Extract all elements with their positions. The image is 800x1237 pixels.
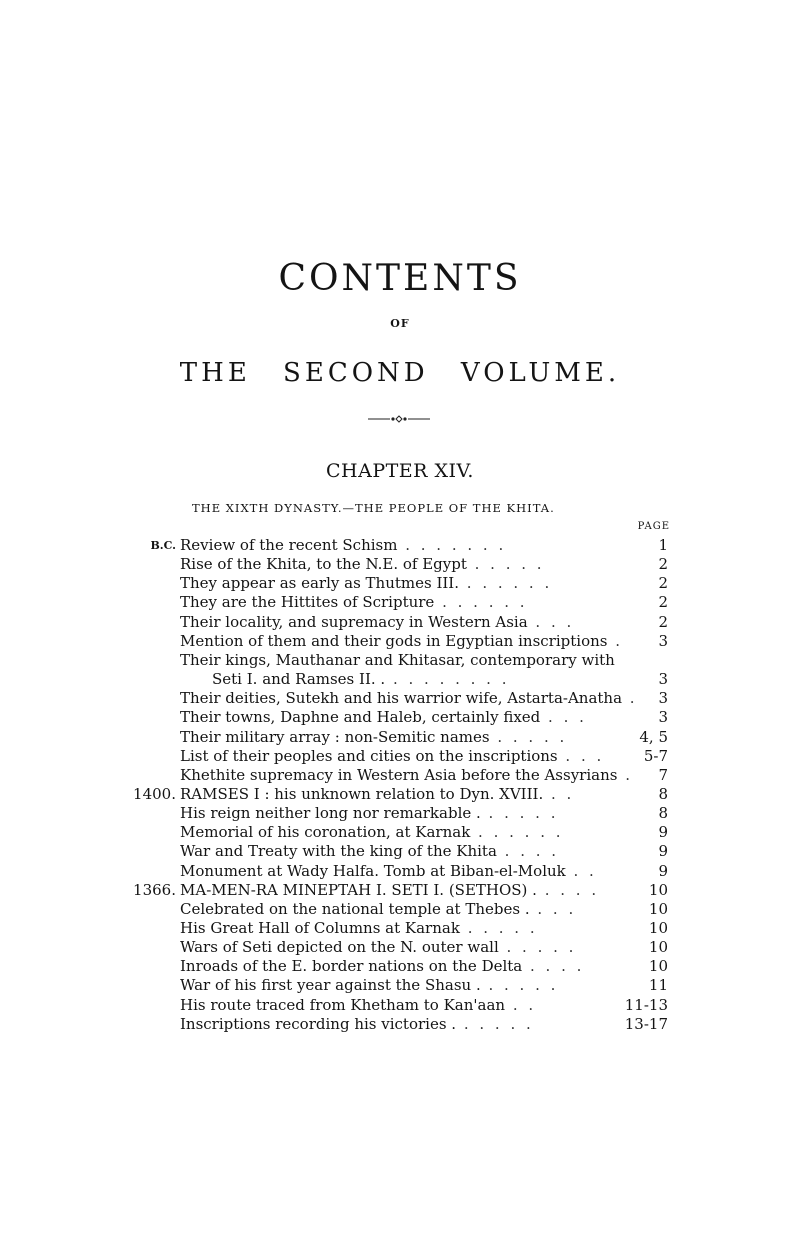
dot-leader: . . [505, 995, 537, 1014]
entry-text-wrap [180, 842, 628, 861]
entry-text-wrap [180, 804, 628, 823]
entry-text: Their deities, Sutekh and his warrior wife, Astarta-Anatha [180, 689, 623, 708]
entry-page: 2 [658, 555, 668, 574]
entry-page: 10 [648, 938, 668, 957]
entry-text: His route traced from Khetham to Kan'aan [180, 995, 506, 1014]
entry-text-wrap [180, 689, 638, 708]
entry-text: War of his first year against the Shasu . [180, 976, 481, 995]
entry-text: Their military array : non-Semitic names [180, 727, 490, 746]
entry-text-wrap [180, 938, 628, 957]
toc-entry [0, 632, 800, 651]
entry-text-wrap [180, 881, 628, 900]
entry-text: They appear as early as Thutmes III. [180, 574, 460, 593]
dot-leader: . . . . . [480, 976, 559, 995]
toc-entry [0, 689, 800, 708]
toc-entry [0, 651, 800, 670]
entry-text-wrap [180, 613, 628, 632]
entry-page: 5-7 [643, 746, 668, 765]
entry-text: Seti I. and Ramses II. . [212, 670, 386, 689]
toc-entry [0, 785, 800, 804]
toc-entry [0, 1015, 800, 1034]
toc-entry [0, 842, 800, 861]
chapter-heading: CHAPTER XIV. [326, 460, 474, 482]
entry-page: 9 [658, 842, 668, 861]
dot-leader: . . . . . . [470, 823, 564, 842]
entry-page: 2 [658, 593, 668, 612]
entry-page: 10 [648, 899, 668, 918]
entry-text: RAMSES I : his unknown relation to Dyn. XVIII. [180, 784, 544, 803]
toc-entry [0, 670, 800, 689]
entry-page: 8 [658, 784, 668, 803]
entry-text-wrap [180, 823, 628, 842]
dot-leader: . . [565, 861, 597, 880]
dot-leader: . [622, 689, 638, 708]
entry-text: His reign neither long nor remarkable . [180, 804, 481, 823]
dot-leader: . [617, 765, 633, 784]
dot-leader: . . . . . [456, 1014, 534, 1033]
contents-title: CONTENTS [278, 258, 522, 299]
entry-text: List of their peoples and cities on the inscriptions [180, 746, 558, 765]
toc-entry [0, 957, 800, 976]
volume-subtitle: THE SECOND VOLUME. [179, 358, 621, 388]
entry-text: MA-MEN-RA MINEPTAH I. SETI I. (SETHOS) . [180, 880, 537, 899]
entry-text-wrap [180, 765, 633, 785]
dot-leader: . . . . . . [459, 574, 553, 593]
entry-page: 2 [658, 574, 668, 593]
dot-leader: . . . [527, 612, 575, 631]
dot-leader: . . [543, 784, 575, 803]
entry-text: Their kings, Mauthanar and Khitasar, contemporary with [180, 650, 615, 669]
entry-page: 7 [658, 765, 668, 784]
dot-leader: . . . [557, 746, 605, 765]
entry-page: 9 [658, 823, 668, 842]
entry-text: Their locality, and supremacy in Western Asia [180, 612, 528, 631]
toc-entry [0, 900, 800, 919]
dot-leader: . . . . . [480, 804, 559, 823]
entry-date: 1400. [133, 784, 176, 803]
entry-page: 9 [658, 861, 668, 880]
entry-text-wrap [180, 728, 628, 747]
entry-text: Inscriptions recording his victories . [180, 1014, 457, 1033]
dot-leader: . . . . [522, 957, 585, 976]
page-column-label: PAGE [637, 521, 670, 532]
toc-entry [0, 862, 800, 881]
entry-text-wrap [180, 900, 628, 919]
entry-text-wrap [180, 785, 628, 804]
entry-page: 13-17 [624, 1014, 668, 1033]
entry-text-wrap [180, 976, 628, 995]
toc-entry [0, 574, 800, 593]
entry-page: 3 [658, 708, 668, 727]
toc-entry [0, 593, 800, 612]
dot-leader: . . . . . [498, 938, 577, 957]
entry-text-wrap [180, 632, 628, 651]
toc-entry [0, 976, 800, 995]
entry-text: Their towns, Daphne and Haleb, certainly fixed [180, 708, 541, 727]
dot-leader: . [607, 631, 624, 650]
entry-text-wrap [180, 651, 628, 670]
toc-entry [0, 536, 800, 555]
entry-page: 3 [658, 631, 668, 650]
ornament-divider-icon [368, 414, 430, 424]
entry-text-wrap [180, 708, 628, 727]
toc-entry [0, 555, 800, 574]
entry-page: 11 [648, 976, 668, 995]
entry-page: 10 [648, 880, 668, 899]
entry-text-wrap [180, 862, 628, 881]
dot-leader: . . . . . [459, 919, 538, 937]
toc-entry [0, 938, 800, 957]
entry-date: B.C. [150, 539, 176, 552]
entry-text: Rise of the Khita, to the N.E. of Egypt [180, 555, 467, 574]
contents-of: OF [390, 317, 410, 330]
entry-text-wrap [180, 747, 628, 766]
entry-text-wrap [180, 574, 628, 593]
dot-leader: . . . . . . . . [385, 670, 510, 689]
entry-text: They are the Hittites of Scripture [180, 593, 435, 612]
dot-leader: . . . . [536, 880, 600, 899]
entry-text: Wars of Seti depicted on the N. outer wall [180, 938, 499, 957]
toc-entry [0, 728, 800, 747]
entry-page: 1 [658, 536, 668, 554]
entry-text-wrap [180, 593, 628, 612]
toc-entry [0, 766, 800, 785]
toc-entry [0, 708, 800, 727]
dot-leader: . . . . . . [434, 593, 528, 612]
toc-entry [0, 804, 800, 823]
entry-text: Review of the recent Schism [180, 536, 398, 554]
entry-date: 1366. [133, 880, 176, 899]
entry-page: 11-13 [624, 995, 668, 1014]
entry-text-wrap [180, 536, 628, 555]
entry-text-wrap [180, 996, 628, 1015]
entry-text: Mention of them and their gods in Egyptian inscriptions [180, 631, 608, 650]
dot-leader: . . . . [496, 842, 560, 861]
entry-text: His Great Hall of Columns at Karnak [180, 919, 460, 937]
dot-leader: . . . . . [466, 555, 545, 574]
entry-text: Inroads of the E. border nations on the Delta [180, 957, 523, 976]
entry-page: 10 [648, 957, 668, 976]
entry-text-wrap [180, 957, 628, 976]
entry-page: 3 [658, 670, 668, 689]
toc-entry [0, 823, 800, 842]
entry-text: Khethite supremacy in Western Asia before the Assyrians [180, 765, 618, 784]
entry-text: War and Treaty with the king of the Khita [180, 842, 497, 861]
entry-text: Monument at Wady Halfa. Tomb at Biban-el-Moluk [180, 861, 566, 880]
entry-text-wrap [212, 670, 628, 689]
chapter-subheading: THE XIXTH DYNASTY.—THE PEOPLE OF THE KHITA. [192, 501, 555, 515]
entry-text: Memorial of his coronation, at Karnak [180, 823, 471, 842]
dot-leader: . . . [529, 899, 577, 918]
toc-entry [0, 613, 800, 632]
entry-text-wrap [180, 919, 628, 938]
entry-page: 4, 5 [639, 727, 668, 746]
toc-entry [0, 996, 800, 1015]
entry-page: 10 [648, 919, 668, 937]
entry-text-wrap [180, 555, 628, 574]
dot-leader: . . . . . . . [397, 536, 507, 554]
dot-leader: . . . [540, 708, 587, 727]
entry-page: 8 [658, 804, 668, 823]
toc-entry [0, 747, 800, 766]
entry-page: 3 [658, 689, 668, 708]
entry-text: Celebrated on the national temple at Thebes . [180, 899, 530, 918]
toc-entry [0, 919, 800, 938]
dot-leader: . . . . . [489, 727, 568, 746]
entry-page: 2 [658, 612, 668, 631]
toc-entry [0, 881, 800, 900]
entry-text-wrap [180, 1015, 628, 1034]
